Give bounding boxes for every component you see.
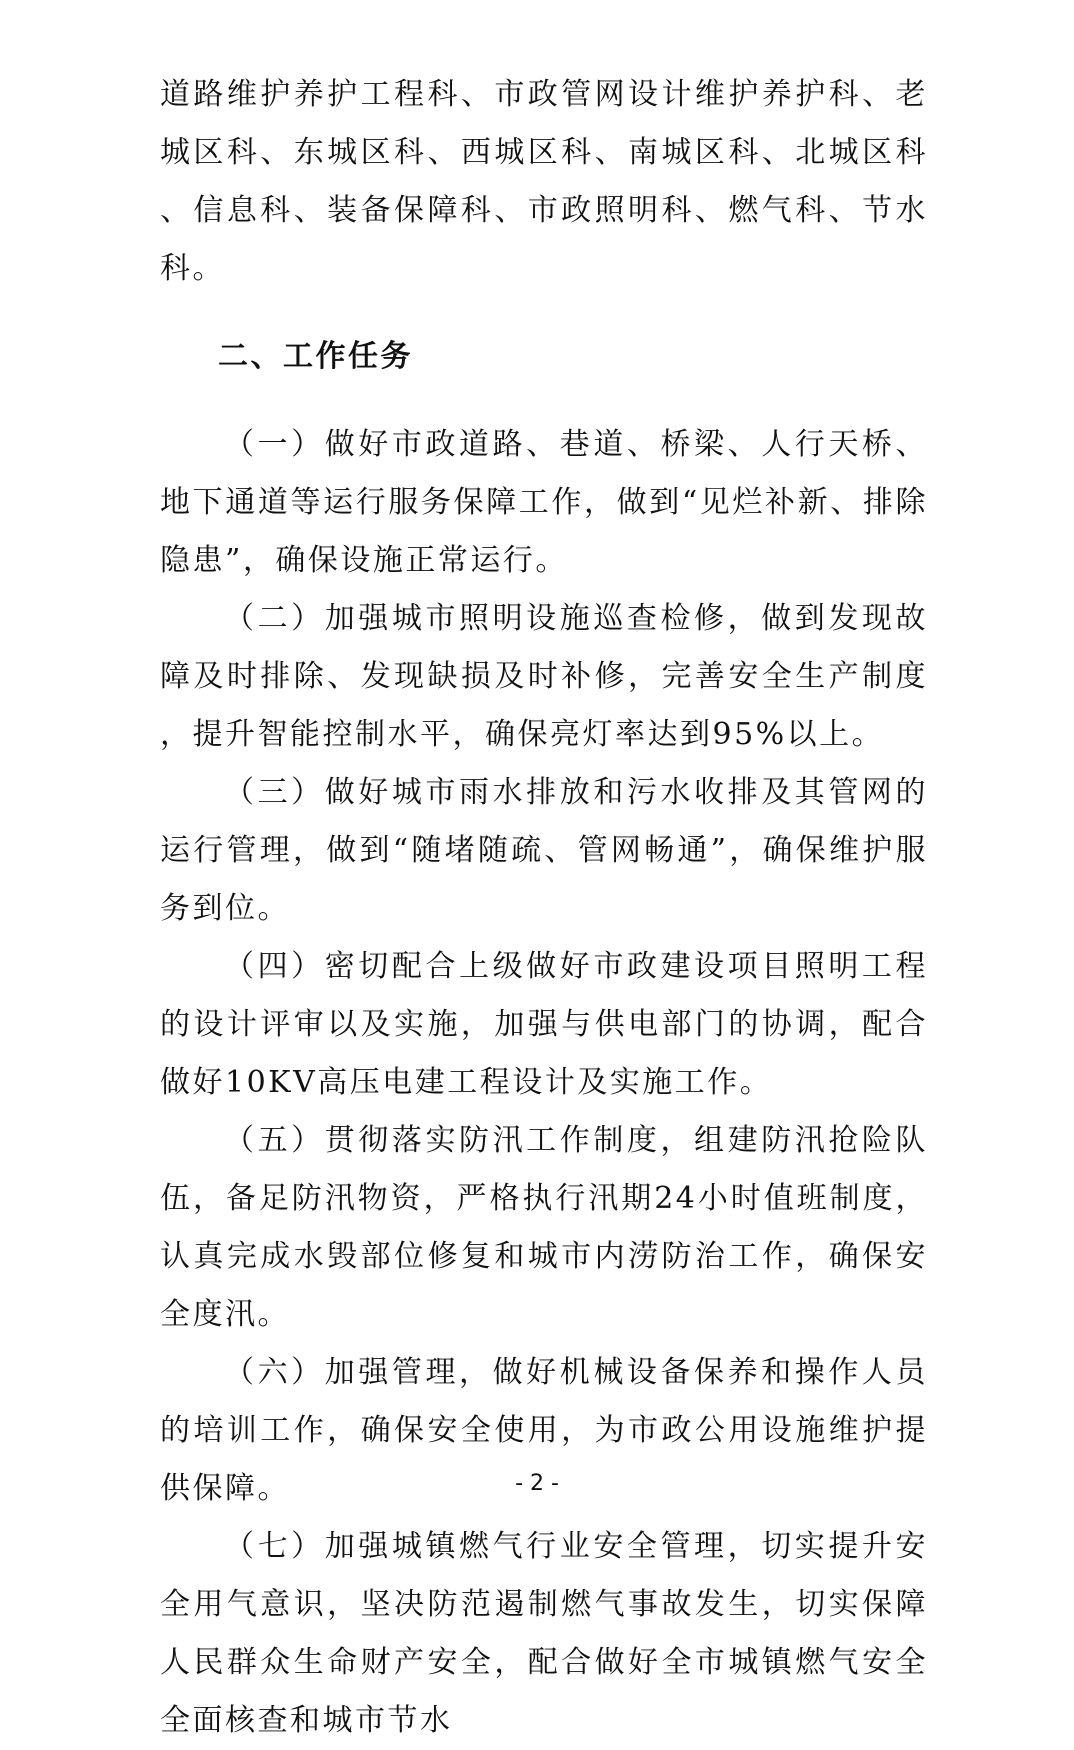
task-item-7: （七）加强城镇燃气行业安全管理，切实提升安全用气意识，坚决防范遏制燃气事故发生，切实保障人民群众生命财产安全，配合做好全市城镇燃气安全全面核查和城市节水 — [160, 1529, 928, 1738]
task-item-3: （三）做好城市雨水排放和污水收排及其管网的运行管理，做到“随堵随疏、管网畅通”，确保维护服务到位。 — [160, 775, 928, 926]
task-item-4: （四）密切配合上级做好市政建设项目照明工程的设计评审以及实施，加强与供电部门的协调，配合做好10KV高压电建工程设计及实施工作。 — [160, 949, 928, 1100]
task-item-6: （六）加强管理，做好机械设备保养和操作人员的培训工作，确保安全使用，为市政公用设施维护提供保障。 — [160, 1355, 928, 1506]
task-item-2: （二）加强城市照明设施巡查检修，做到发现故障及时排除、发现缺损及时补修，完善安全生产制度，提升智能控制水平，确保亮灯率达到95%以上。 — [160, 601, 928, 752]
section-heading: 二、工作任务 — [218, 339, 413, 374]
page-number: - 2 - — [515, 1471, 559, 1496]
intro-paragraph: 道路维护养护工程科、市政管网设计维护养护科、老城区科、东城区科、西城区科、南城区科、北城区科、信息科、装备保障科、市政照明科、燃气科、节水科。 — [160, 77, 928, 286]
task-item-5: （五）贯彻落实防汛工作制度，组建防汛抢险队伍，备足防汛物资，严格执行汛期24小时值班制度，认真完成水毁部位修复和城市内涝防治工作，确保安全度汛。 — [160, 1123, 928, 1332]
task-item-1: （一）做好市政道路、巷道、桥梁、人行天桥、地下通道等运行服务保障工作，做到“见烂补新、排除隐患”，确保设施正常运行。 — [160, 427, 928, 578]
